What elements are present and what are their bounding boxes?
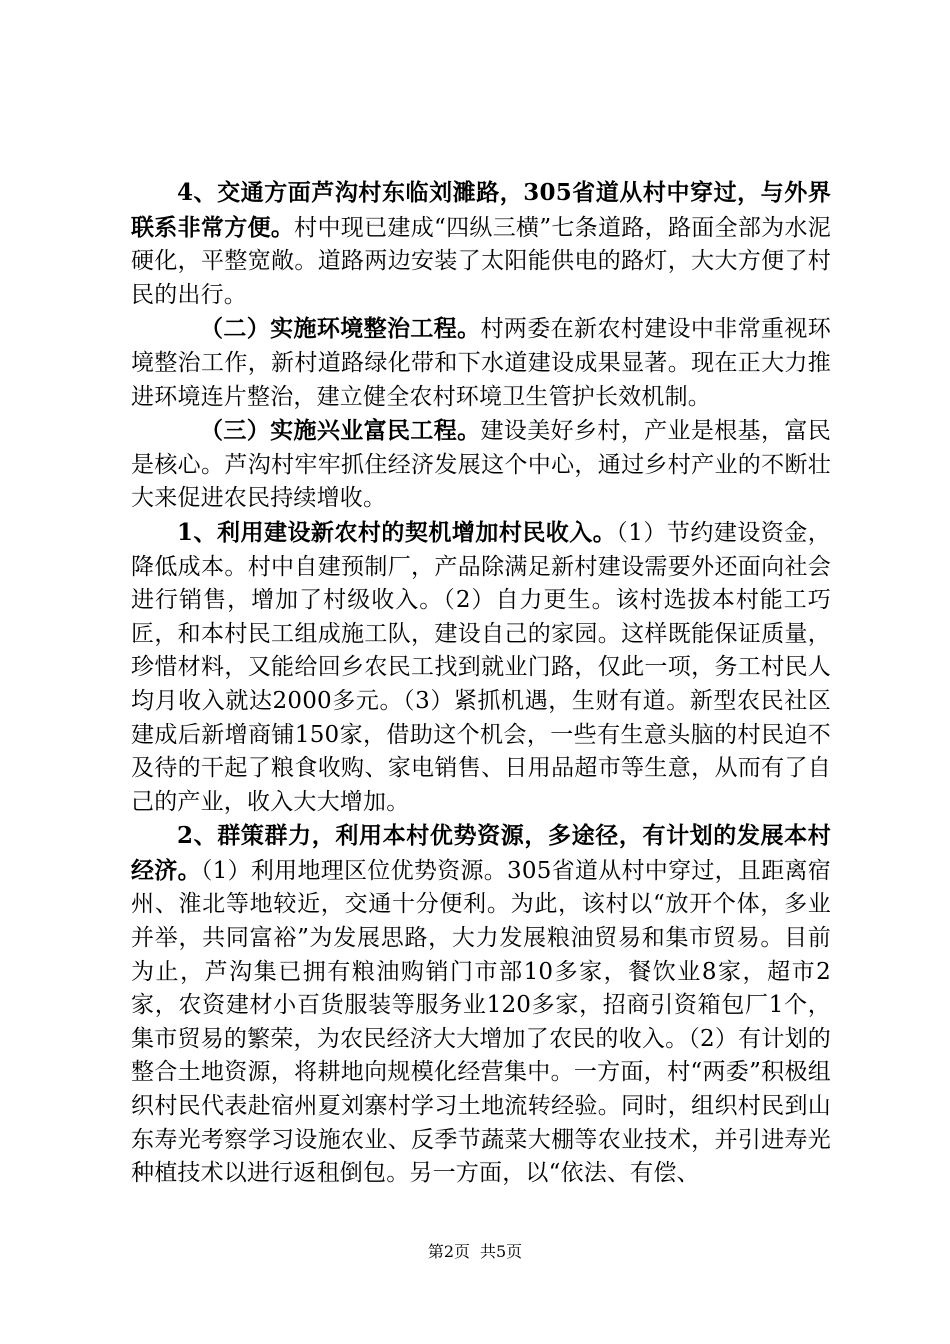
page-total: 共5页 — [480, 1242, 523, 1261]
page-number: 第2页 — [427, 1242, 470, 1261]
paragraph-text: （1）节约建设资金，降低成本。村中自建预制厂，产品除满足新村建设需要外还面向社会进行销售，增加了村级收入。（2）自力更生。该村选拔本村能工巧匠，和本村民工组成施工队，建设自己的家园。这样既能保证质量，珍惜材料，又能给回乡农民工找到就业门路，仅此一项，务工村民人均月收入就达2000多元。（3）紧抓机遇，生财有道。新型农民社区建成后新增商铺150家，借助这个机会，一些有生意头脑的村民迫不及待的干起了粮食收购、家电销售、日用品超市等生意，从而有了自己的产业，收入大大增加。 — [131, 519, 831, 815]
paragraph-industry — [131, 414, 831, 516]
paragraph-text: （1）利用地理区位优势资源。305省道从村中穿过，且距离宿州、淮北等地较近，交通十分便利。为此，该村以“放开个体，多业并举，共同富裕”为发展思路，大力发展粮油贸易和集市贸易。目前为止，芦沟集已拥有粮油购销门市部10多家，餐饮业8家，超市2家，农资建材小百货服装等服务业120多家，招商引资箱包厂1个，集市贸易的繁荣，为农民经济大大增加了农民的收入。（2）有计划的整合土地资源，将耕地向规模化经营集中。一方面，村“两委”积极组织村民代表赴宿州夏刘寨村学习土地流转经验。同时，组织村民到山东寿光考察学习设施农业、反季节蔬菜大棚等农业技术，并引进寿光种植技术以进行返租倒包。另一方面，以“依法、有偿、 — [131, 857, 831, 1187]
paragraph-environment — [131, 312, 831, 414]
section-heading: （二）实施环境整治工程。 — [200, 315, 481, 343]
paragraph-text: 村两委在新农村建设中非常重视环境整治工作，新村道路绿化带和下水道建设成果显著。现在正大力推进环境连片整治，建立健全农村环境卫生管护长效机制。 — [131, 316, 832, 410]
paragraph-transport — [131, 176, 831, 312]
document-body — [131, 176, 831, 1191]
paragraph-text: 村中现已建成“四纵三横”七条道路，路面全部为水泥硬化，平整宽敞。道路两边安装了太阳能供电的路灯，大大方便了村民的出行。 — [131, 214, 831, 308]
section-heading: （三）实施兴业富民工程。 — [200, 417, 481, 445]
page-footer — [0, 1242, 950, 1262]
paragraph-lead: 4、交通方面芦沟村东临刘濉路，305省道从村中穿过，与外界联系非常方便。 — [131, 179, 831, 241]
paragraph-income — [131, 516, 831, 819]
paragraph-text: 建设美好乡村，产业是根基，富民是核心。芦沟村牢牢抓住经济发展这个中心，通过乡村产业的不断壮大来促进农民持续增收。 — [131, 418, 832, 512]
paragraph-resources — [131, 819, 831, 1191]
paragraph-lead: 2、群策群力，利用本村优势资源，多途径，有计划的发展本村经济。 — [131, 822, 831, 884]
paragraph-lead: 1、利用建设新农村的契机增加村民收入。 — [177, 518, 617, 546]
